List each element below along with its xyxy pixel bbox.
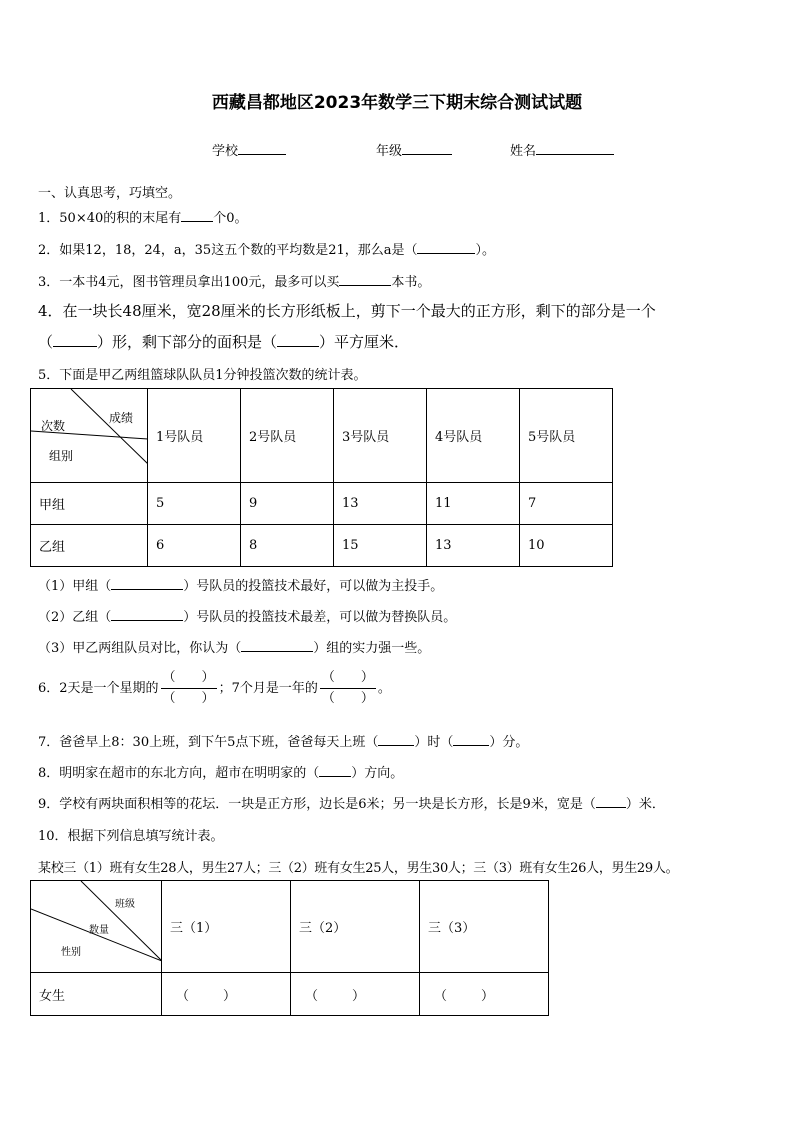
question-5-sub1: （1）甲组（ ）号队员的投篮技术最好，可以做为主投手。 (38, 575, 443, 594)
question-5-sub3: （3）甲乙两组队员对比，你认为（ ）组的实力强一些。 (38, 637, 430, 656)
answer-blank[interactable] (453, 732, 489, 746)
answer-blank[interactable] (111, 607, 183, 621)
question-5-intro: 5．下面是甲乙两组篮球队队员1分钟投篮次数的统计表。 (38, 368, 367, 383)
answer-blank[interactable] (53, 333, 97, 347)
table-row (31, 483, 613, 525)
answer-blank[interactable] (181, 208, 213, 222)
table-cell: 7 (520, 483, 613, 525)
column-header: 三（2） (291, 881, 420, 973)
question-5-sub2: （2）乙组（ ）号队员的投篮技术最差，可以做为替换队员。 (38, 606, 456, 625)
table-cell: 13 (334, 483, 427, 525)
question-2: 2．如果12，18，24，a，35这五个数的平均数是21，那么a是（ ）。 (38, 239, 495, 258)
answer-blank[interactable] (277, 333, 319, 347)
table-cell: 11 (427, 483, 520, 525)
fraction-answer[interactable]: $\frac{( )}{( )}$ (321, 670, 374, 706)
table-corner-cell: 成绩 次数 组别 (31, 389, 148, 483)
table-cell: 5 (148, 483, 241, 525)
column-header: 三（1） (162, 881, 291, 973)
column-header: 三（3） (420, 881, 549, 973)
question-9: 9．学校有两块面积相等的花坛．一块是正方形，边长是6米；另一块是长方形，长是9米，宽是（ ）米． (38, 793, 665, 812)
answer-cell[interactable]: （ ） (291, 973, 420, 1016)
section-heading: 一、认真思考，巧填空。 (38, 186, 182, 201)
table-corner-cell: 班级 数量 性别 (31, 881, 162, 973)
stats-table-10 (30, 880, 549, 1016)
fraction-answer[interactable]: $\frac{( )}{( )}$ (162, 670, 215, 706)
row-label: 女生 (31, 973, 162, 1016)
table-cell: 6 (148, 525, 241, 567)
question-4-line2: （ ）形，剩下部分的面积是（ ）平方厘米． (38, 333, 410, 351)
table-cell: 13 (427, 525, 520, 567)
question-10-intro: 10．根据下列信息填写统计表。 (38, 829, 224, 844)
answer-blank[interactable] (417, 240, 475, 254)
name-label: 姓名 (510, 144, 537, 159)
column-header: 3号队员 (334, 389, 427, 483)
answer-blank[interactable] (111, 576, 183, 590)
answer-blank[interactable] (319, 763, 351, 777)
column-header: 1号队员 (148, 389, 241, 483)
column-header: 5号队员 (520, 389, 613, 483)
table-row (31, 525, 613, 567)
question-10-info: 某校三（1）班有女生28人，男生27人；三（2）班有女生25人，男生30人；三（3）班有女生26人，男生29人。 (38, 861, 679, 876)
school-label: 学校 (212, 144, 239, 159)
table-cell: 9 (241, 483, 334, 525)
answer-cell[interactable]: （ ） (420, 973, 549, 1016)
page-title: 西藏昌都地区2023年数学三下期末综合测试试题 (211, 93, 583, 113)
table-cell: 8 (241, 525, 334, 567)
answer-blank[interactable] (241, 638, 313, 652)
answer-blank[interactable] (378, 732, 414, 746)
school-field[interactable] (212, 140, 286, 159)
question-7: 7．爸爸早上8：30上班，到下午5点下班，爸爸每天上班（ ）时（ ）分。 (38, 731, 528, 750)
table-row (31, 973, 549, 1016)
question-8: 8．明明家在超市的东北方向，超市在明明家的（ ）方向。 (38, 762, 403, 781)
name-field[interactable] (510, 140, 614, 159)
stats-table-5 (30, 388, 613, 567)
column-header: 4号队员 (427, 389, 520, 483)
row-label: 乙组 (31, 525, 148, 567)
grade-label: 年级 (376, 144, 403, 159)
row-label: 甲组 (31, 483, 148, 525)
answer-blank[interactable] (596, 794, 626, 808)
column-header: 2号队员 (241, 389, 334, 483)
answer-blank[interactable] (339, 272, 391, 286)
grade-field[interactable] (376, 140, 452, 159)
question-6: 6．2天是一个星期的 $\frac{( )}{( )}$ ；7个月是一年的 $\frac{( )}{( )}$ 。 (38, 668, 391, 709)
table-cell: 10 (520, 525, 613, 567)
question-4-line1: 4．在一块长48厘米，宽28厘米的长方形纸板上，剪下一个最大的正方形，剩下的部分是一个 (38, 302, 656, 320)
answer-cell[interactable]: （ ） (162, 973, 291, 1016)
question-3: 3．一本书4元，图书管理员拿出100元，最多可以买 本书。 (38, 271, 430, 290)
question-1: 1．50×40的积的末尾有 个0。 (38, 207, 248, 226)
table-cell: 15 (334, 525, 427, 567)
